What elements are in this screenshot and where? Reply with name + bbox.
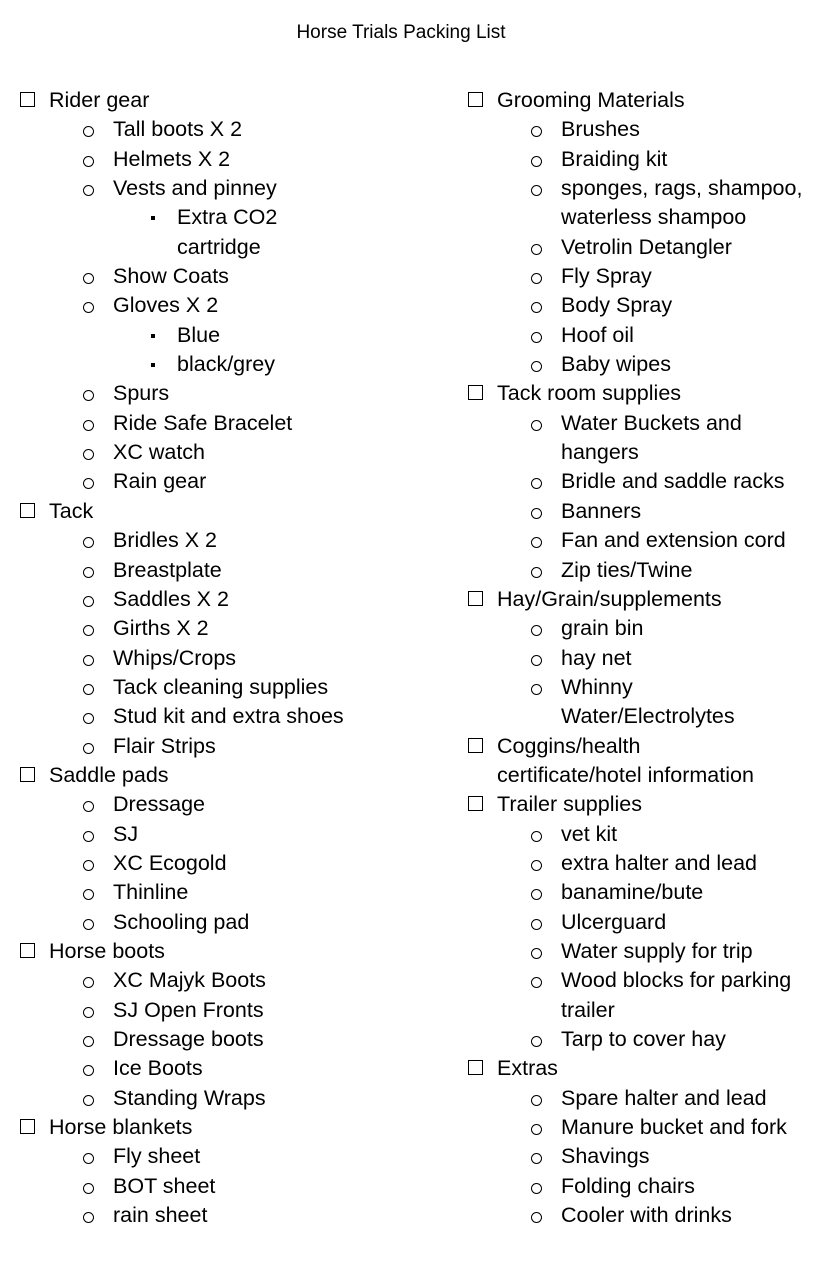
item-text: Vests and pinney (113, 176, 277, 201)
list-item (20, 467, 440, 496)
circle-bullet-icon (531, 244, 542, 255)
circle-bullet-icon (531, 537, 542, 548)
item-text: Fly Spray (561, 264, 652, 289)
item-text: rain sheet (113, 1203, 208, 1228)
circle-bullet-icon (531, 625, 542, 636)
checkbox-icon[interactable] (468, 591, 483, 606)
list-item (468, 409, 832, 438)
sub-list-item (20, 203, 440, 232)
circle-bullet-icon (531, 185, 542, 196)
list-item (20, 262, 440, 291)
list-item (468, 1172, 832, 1201)
item-text: Gloves X 2 (113, 293, 219, 318)
item-text: SJ Open Fronts (113, 997, 264, 1022)
item-text: sponges, rags, shampoo, (561, 176, 803, 201)
circle-bullet-icon (83, 1153, 94, 1164)
circle-bullet-icon (531, 919, 542, 930)
circle-bullet-icon (531, 1095, 542, 1106)
item-text: Whinny (561, 674, 633, 699)
item-text: Schooling pad (113, 909, 250, 934)
item-text: Banners (561, 498, 642, 523)
item-text: Whips/Crops (113, 645, 237, 670)
circle-bullet-icon (531, 420, 542, 431)
item-text: Dressage boots (113, 1027, 264, 1051)
circle-bullet-icon (83, 977, 94, 988)
checkbox-icon[interactable] (20, 943, 35, 958)
list-item (468, 614, 832, 643)
item-text: Baby wipes (561, 352, 671, 377)
item-text: Stud kit and extra shoes (113, 704, 344, 729)
item-text: certificate/hotel information (497, 762, 754, 787)
category-line (468, 732, 832, 761)
circle-bullet-icon (83, 1036, 94, 1047)
list-item (20, 614, 440, 643)
list-item (468, 233, 832, 262)
item-text: Hay/Grain/supplements (497, 586, 722, 611)
category-line (20, 937, 440, 966)
item-text: Standing Wraps (113, 1085, 266, 1110)
list-item (468, 878, 832, 907)
circle-bullet-icon (83, 625, 94, 636)
right-column (468, 86, 832, 1230)
list-item (20, 878, 440, 907)
circle-bullet-icon (83, 713, 94, 724)
item-text: Horse blankets (49, 1115, 193, 1140)
list-item (468, 497, 832, 526)
item-text: Saddles X 2 (113, 586, 229, 611)
list-item (20, 585, 440, 614)
category-line (468, 379, 832, 408)
list-item (468, 644, 832, 673)
item-text: Braiding kit (561, 146, 668, 171)
list-item (468, 1142, 832, 1171)
item-text: Trailer supplies (497, 792, 642, 817)
list-item (20, 1201, 440, 1230)
circle-bullet-icon (531, 1036, 542, 1047)
circle-bullet-icon (83, 567, 94, 578)
circle-bullet-icon (531, 684, 542, 695)
item-text: Ice Boots (113, 1056, 203, 1081)
item-text: Body Spray (561, 293, 673, 318)
circle-bullet-icon (83, 1183, 94, 1194)
item-text: Show Coats (113, 264, 229, 289)
item-text: BOT sheet (113, 1173, 216, 1198)
list-item (468, 291, 832, 320)
category-line (468, 86, 832, 115)
item-text: Saddle pads (49, 762, 169, 787)
circle-bullet-icon (531, 977, 542, 988)
list-item (468, 820, 832, 849)
item-text: Ride Safe Bracelet (113, 410, 293, 435)
list-item (20, 702, 440, 731)
item-text: XC Ecogold (113, 850, 227, 875)
circle-bullet-icon (83, 919, 94, 930)
item-text: Water/Electrolytes (561, 704, 735, 729)
item-text: Fly sheet (113, 1144, 201, 1169)
item-text: Breastplate (113, 557, 222, 582)
circle-bullet-icon (531, 508, 542, 519)
circle-bullet-icon (531, 361, 542, 372)
item-text: Girths X 2 (113, 616, 209, 641)
circle-bullet-icon (531, 126, 542, 137)
item-text: Folding chairs (561, 1173, 695, 1198)
circle-bullet-icon (83, 596, 94, 607)
square-bullet-icon (151, 363, 155, 367)
item-text: Tall boots X 2 (113, 117, 243, 142)
list-item (20, 966, 440, 995)
item-text: Zip ties/Twine (561, 557, 693, 582)
list-item (20, 1025, 440, 1054)
item-text: Shavings (561, 1144, 650, 1169)
circle-bullet-icon (83, 831, 94, 842)
item-text: Rain gear (113, 469, 207, 494)
circle-bullet-icon (83, 478, 94, 489)
item-text: trailer (561, 997, 615, 1022)
item-text: Bridle and saddle racks (561, 469, 785, 494)
item-text: waterless shampoo (561, 205, 747, 230)
list-item (468, 438, 832, 467)
list-item (468, 556, 832, 585)
circle-bullet-icon (83, 655, 94, 666)
item-text: XC watch (113, 440, 206, 465)
item-text: Dressage (113, 792, 206, 817)
circle-bullet-icon (83, 420, 94, 431)
square-bullet-icon (151, 334, 155, 338)
list-item (468, 1084, 832, 1113)
item-text: Cooler with drinks (561, 1203, 732, 1228)
item-text: Thinline (113, 880, 189, 905)
item-text: Extras (497, 1056, 558, 1081)
item-text: Rider gear (49, 88, 150, 112)
item-text: Vetrolin Detangler (561, 234, 732, 259)
category-line (20, 497, 440, 526)
list-item (468, 203, 832, 232)
circle-bullet-icon (83, 537, 94, 548)
list-item (20, 1084, 440, 1113)
checkbox-icon[interactable] (468, 92, 483, 107)
list-item (20, 996, 440, 1025)
checkbox-icon[interactable] (468, 1060, 483, 1075)
sub-list-item (20, 321, 440, 350)
circle-bullet-icon (531, 948, 542, 959)
circle-bullet-icon (83, 1065, 94, 1076)
list-item (468, 966, 832, 995)
list-item (20, 556, 440, 585)
list-item (468, 849, 832, 878)
item-text: vet kit (561, 821, 618, 846)
list-item (468, 1113, 832, 1142)
item-text: Extra CO2 (177, 205, 278, 230)
list-item (468, 467, 832, 496)
item-text: cartridge (177, 234, 261, 259)
item-text: Blue (177, 322, 221, 347)
list-item (468, 350, 832, 379)
item-text: grain bin (561, 616, 644, 641)
item-text: Coggins/health (497, 733, 641, 758)
category-line (468, 761, 832, 790)
circle-bullet-icon (531, 889, 542, 900)
list-item (468, 526, 832, 555)
category-line (468, 1054, 832, 1083)
item-text: Fan and extension cord (561, 528, 786, 553)
checkbox-icon[interactable] (468, 738, 483, 753)
item-text: Spurs (113, 381, 170, 406)
item-text: Wood blocks for parking (561, 968, 792, 993)
item-text: Bridles X 2 (113, 528, 217, 553)
circle-bullet-icon (83, 156, 94, 167)
list-item (20, 379, 440, 408)
list-item (20, 145, 440, 174)
item-text: Tack room supplies (497, 381, 682, 406)
circle-bullet-icon (83, 449, 94, 460)
circle-bullet-icon (531, 302, 542, 313)
item-text: Hoof oil (561, 322, 634, 347)
circle-bullet-icon (531, 831, 542, 842)
list-item (468, 145, 832, 174)
list-item (20, 1172, 440, 1201)
item-text: hangers (561, 440, 639, 465)
checkbox-icon[interactable] (20, 1119, 35, 1134)
checkbox-icon[interactable] (468, 796, 483, 811)
circle-bullet-icon (531, 567, 542, 578)
item-text: Tack (49, 498, 94, 523)
list-item (468, 702, 832, 731)
circle-bullet-icon (531, 1212, 542, 1223)
list-item (20, 790, 440, 819)
item-text: Grooming Materials (497, 88, 685, 112)
list-item (20, 908, 440, 937)
item-text: Water Buckets and (561, 410, 742, 435)
item-text: extra halter and lead (561, 850, 758, 875)
circle-bullet-icon (83, 126, 94, 137)
circle-bullet-icon (83, 1212, 94, 1223)
checkbox-icon[interactable] (468, 385, 483, 400)
item-text: black/grey (177, 352, 275, 377)
list-item (20, 732, 440, 761)
list-item (468, 321, 832, 350)
list-item (20, 438, 440, 467)
item-text: SJ (113, 821, 139, 846)
list-item (468, 115, 832, 144)
list-item (20, 644, 440, 673)
category-line (468, 585, 832, 614)
item-text: Tack cleaning supplies (113, 674, 329, 699)
circle-bullet-icon (531, 273, 542, 284)
list-item (20, 174, 440, 203)
item-text: Water supply for trip (561, 938, 753, 963)
circle-bullet-icon (83, 390, 94, 401)
circle-bullet-icon (83, 185, 94, 196)
item-text: Spare halter and lead (561, 1085, 767, 1110)
circle-bullet-icon (531, 1124, 542, 1135)
checkbox-icon[interactable] (20, 92, 35, 107)
list-item (468, 908, 832, 937)
circle-bullet-icon (83, 1095, 94, 1106)
category-line (20, 1113, 440, 1142)
category-line (468, 790, 832, 819)
left-column (20, 86, 440, 1230)
circle-bullet-icon (531, 1183, 542, 1194)
list-item (468, 673, 832, 702)
circle-bullet-icon (531, 156, 542, 167)
list-item (20, 291, 440, 320)
circle-bullet-icon (83, 302, 94, 313)
item-text: Manure bucket and fork (561, 1115, 787, 1140)
sub-list-item (20, 350, 440, 379)
item-text: Flair Strips (113, 733, 216, 758)
list-item (20, 526, 440, 555)
list-item (20, 409, 440, 438)
circle-bullet-icon (83, 889, 94, 900)
page-title: Horse Trials Packing List (296, 22, 506, 43)
list-item (20, 1142, 440, 1171)
checkbox-icon[interactable] (20, 767, 35, 782)
list-item (20, 849, 440, 878)
item-text: Helmets X 2 (113, 146, 231, 171)
circle-bullet-icon (531, 478, 542, 489)
item-text: Brushes (561, 117, 640, 142)
circle-bullet-icon (83, 273, 94, 284)
list-item (468, 1201, 832, 1230)
list-item (468, 937, 832, 966)
list-item (20, 115, 440, 144)
sub-list-item (20, 233, 440, 262)
item-text: banamine/bute (561, 880, 704, 905)
circle-bullet-icon (531, 332, 542, 343)
list-item (20, 820, 440, 849)
item-text: XC Majyk Boots (113, 968, 266, 993)
square-bullet-icon (151, 216, 155, 220)
item-text: Ulcerguard (561, 909, 667, 934)
checkbox-icon[interactable] (20, 503, 35, 518)
list-item (20, 1054, 440, 1083)
list-item (468, 1025, 832, 1054)
item-text: Horse boots (49, 938, 165, 963)
circle-bullet-icon (83, 801, 94, 812)
item-text: Tarp to cover hay (561, 1027, 726, 1051)
circle-bullet-icon (531, 655, 542, 666)
item-text: hay net (561, 645, 632, 670)
category-line (20, 86, 440, 115)
circle-bullet-icon (83, 743, 94, 754)
circle-bullet-icon (531, 860, 542, 871)
circle-bullet-icon (83, 860, 94, 871)
circle-bullet-icon (531, 1153, 542, 1164)
list-item (468, 262, 832, 291)
list-item (468, 996, 832, 1025)
category-line (20, 761, 440, 790)
list-item (468, 174, 832, 203)
list-item (20, 673, 440, 702)
circle-bullet-icon (83, 684, 94, 695)
circle-bullet-icon (83, 1007, 94, 1018)
